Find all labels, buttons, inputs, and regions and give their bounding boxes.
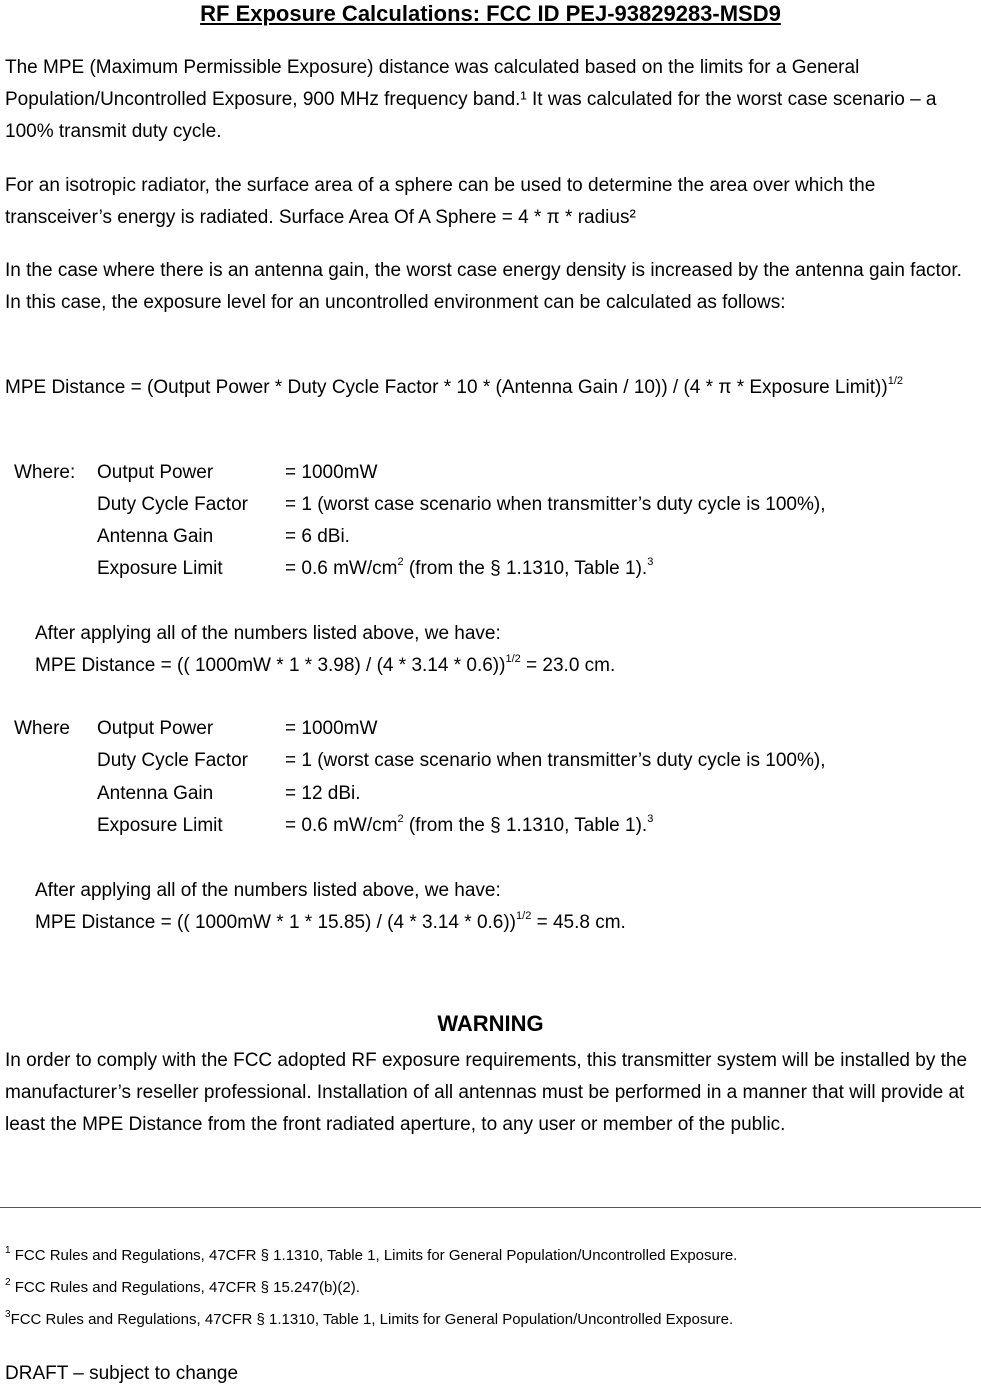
- footnote-text: FCC Rules and Regulations, 47CFR § 1.1310, Table 1, Limits for General Population/Uncontrolled Exposure.: [10, 1247, 738, 1264]
- calc2-param-value: = 12 dBi.: [285, 783, 361, 804]
- calc2-result: [35, 907, 626, 939]
- calc2-after-text: After applying all of the numbers listed above, we have:: [35, 880, 501, 901]
- mpe-formula-exponent: 1/2: [887, 375, 903, 387]
- footnote-text: FCC Rules and Regulations, 47CFR § 1.1310, Table 1, Limits for General Population/Uncontrolled Exposure.: [10, 1311, 734, 1328]
- calc1-result-value: = 23.0 cm.: [520, 655, 616, 676]
- antenna-gain-paragraph: In the case where there is an antenna gain, the worst case energy density is increased by the antenna gain factor. In this case, the exposure level for an uncontrolled environment can be calculated as follows:: [5, 260, 962, 313]
- calc2-result-exponent: 1/2: [516, 910, 532, 922]
- page-title: RF Exposure Calculations: FCC ID PEJ-93829283-MSD9: [200, 1, 781, 26]
- calc2-param-name: Antenna Gain: [97, 783, 214, 804]
- calc2-label: Where: [14, 718, 70, 739]
- calc1-param-value: = 1 (worst case scenario when transmitter’s duty cycle is 100%),: [285, 494, 826, 515]
- intro-paragraph: The MPE (Maximum Permissible Exposure) distance was calculated based on the limits for a General Population/Uncontrolled Exposure, 900 MHz frequency band.¹ It was calculated for the worst case scenario – a 100% transmit duty cycle.: [5, 57, 937, 142]
- isotropic-paragraph: For an isotropic radiator, the surface area of a sphere can be used to determine the area over which the transceiver’s energy is radiated. Surface Area Of A Sphere = 4 * π * radius²: [5, 175, 876, 228]
- calc1-exposure-value: = 0.6 mW/cm: [285, 558, 398, 579]
- calc2-result-value: = 45.8 cm.: [531, 912, 626, 933]
- footnote-2: [5, 1278, 360, 1298]
- calc2-param-value: [285, 810, 653, 842]
- mpe-formula-text: MPE Distance = (Output Power * Duty Cycle Factor * 10 * (Antenna Gain / 10)) / (4 * π * Exposure Limit)): [5, 377, 888, 398]
- calc1-param-name: Antenna Gain: [97, 526, 214, 547]
- calc1-result-expression: MPE Distance = (( 1000mW * 1 * 3.98) / (4 * 3.14 * 0.6)): [35, 655, 506, 676]
- calc2-param-name: Output Power: [97, 718, 214, 739]
- calc1-exposure-source: (from the § 1.1310, Table 1).: [403, 558, 648, 579]
- calc1-after-text: After applying all of the numbers listed above, we have:: [35, 623, 501, 644]
- calc2-param-value: = 1000mW: [285, 718, 378, 739]
- footnote-number: 2: [5, 1277, 11, 1288]
- calc1-param-name: Exposure Limit: [97, 558, 223, 579]
- calc1-label: Where:: [14, 462, 76, 483]
- calc2-exposure-source: (from the § 1.1310, Table 1).: [403, 815, 648, 836]
- calc1-param-name: Output Power: [97, 462, 214, 483]
- footnote-text: FCC Rules and Regulations, 47CFR § 15.247(b)(2).: [10, 1279, 360, 1296]
- calc1-footnote-ref: 3: [647, 556, 654, 568]
- mpe-formula: [5, 372, 977, 404]
- calc1-param-name: Duty Cycle Factor: [97, 494, 248, 515]
- calc1-param-value: = 6 dBi.: [285, 526, 350, 547]
- footnote-3: [5, 1310, 733, 1330]
- footnote-number: 3: [5, 1309, 11, 1320]
- draft-notice: DRAFT – subject to change: [5, 1363, 239, 1384]
- calc1-result-exponent: 1/2: [505, 653, 521, 665]
- calc2-param-name: Duty Cycle Factor: [97, 750, 248, 771]
- calc1-param-value: [285, 553, 653, 585]
- calc2-param-name: Exposure Limit: [97, 815, 223, 836]
- calc1-exposure-unit-exp: 2: [397, 556, 404, 568]
- calc2-exposure-unit-exp: 2: [397, 813, 404, 825]
- footnote-divider: [0, 1207, 981, 1208]
- footnote-number: 1: [5, 1245, 11, 1256]
- calc2-exposure-value: = 0.6 mW/cm: [285, 815, 398, 836]
- calc2-result-expression: MPE Distance = (( 1000mW * 1 * 15.85) / (4 * 3.14 * 0.6)): [35, 912, 517, 933]
- calc1-param-value: = 1000mW: [285, 462, 378, 483]
- calc2-footnote-ref: 3: [647, 813, 654, 825]
- calc2-param-value: = 1 (worst case scenario when transmitter’s duty cycle is 100%),: [285, 750, 826, 771]
- warning-text: In order to comply with the FCC adopted RF exposure requirements, this transmitter system will be installed by the manufacturer’s reseller professional. Installation of all antennas must be performed in a manner that will provide at least the MPE Distance from the front radiated aperture, to any user or member of the public.: [5, 1050, 968, 1135]
- warning-heading: WARNING: [437, 1011, 544, 1036]
- calc1-result: [35, 650, 615, 682]
- footnote-1: [5, 1246, 737, 1266]
